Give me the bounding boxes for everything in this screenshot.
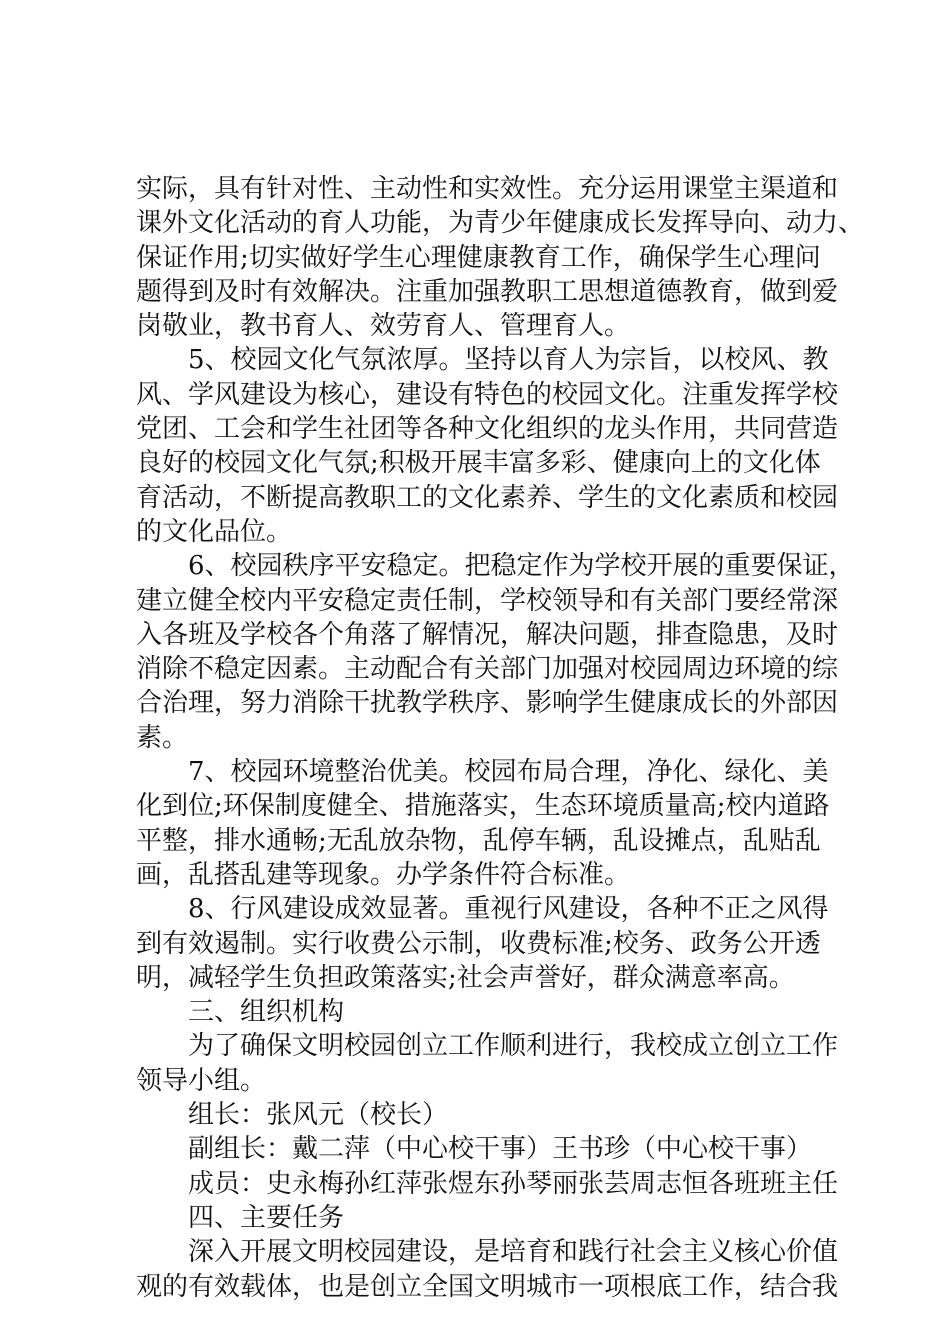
text-line: 三、组织机构 <box>188 997 345 1028</box>
text-line: 岗敬业，教书育人、效劳育人、管理育人。 <box>136 311 631 342</box>
text-line: 良好的校园文化气氛;积极开展丰富多彩、健康向上的文化体 <box>136 448 821 479</box>
text-line: 领导小组。 <box>136 1065 267 1096</box>
text-line: 的文化品位。 <box>136 516 293 547</box>
text-line: 入各班及学校各个角落了解情况，解决问题，排查隐患，及时 <box>136 619 839 650</box>
text-line: 明，减轻学生负担政策落实;社会声誉好，群众满意率高。 <box>136 962 795 993</box>
text-line: 平整，排水通畅;无乱放杂物，乱停车辆，乱设摊点，乱贴乱 <box>136 825 821 856</box>
text-line: 观的有效载体，也是创立全国文明城市一项根底工作，结合我 <box>136 1271 839 1302</box>
text-line: 课外文化活动的育人功能，为青少年健康成长发挥导向、动力、 <box>136 208 865 239</box>
text-line: 为了确保文明校园创立工作顺利进行，我校成立创立工作 <box>188 1031 839 1062</box>
text-line: 合治理，努力消除干扰教学秩序、影响学生健康成长的外部因 <box>136 688 839 719</box>
text-line: 题得到及时有效解决。注重加强教职工思想道德教育，做到爱 <box>136 276 839 307</box>
text-line: 党团、工会和学生社团等各种文化组织的龙头作用，共同营造 <box>136 414 839 445</box>
text-line: 实际，具有针对性、主动性和实效性。充分运用课堂主渠道和 <box>136 174 839 204</box>
text-line: 素。 <box>136 722 189 753</box>
text-line: 8、行风建设成效显著。重视行风建设，各种不正之风得 <box>188 894 829 925</box>
text-line: 6、校园秩序平安稳定。把稳定作为学校开展的重要保证， <box>188 551 855 582</box>
text-line: 到有效遏制。实行收费公示制，收费标准;校务、政务公开透 <box>136 928 821 959</box>
text-line: 副组长：戴二萍（中心校干事）王书珍（中心校干事） <box>188 1134 813 1165</box>
text-line: 育活动，不断提高教职工的文化素养、学生的文化素质和校园 <box>136 482 839 513</box>
text-line: 化到位;环保制度健全、措施落实，生态环境质量高;校内道路 <box>136 791 830 822</box>
document-body <box>136 172 865 1304</box>
text-line: 5、校园文化气氛浓厚。坚持以育人为宗旨，以校风、教 <box>188 345 829 376</box>
text-line: 保证作用;切实做好学生心理健康教育工作，确保学生心理问 <box>136 242 821 273</box>
text-line: 成员：史永梅孙红萍张煜东孙琴丽张芸周志恒各班班主任 <box>188 1168 839 1199</box>
text-line: 画，乱搭乱建等现象。办学条件符合标准。 <box>136 859 631 890</box>
text-line: 建立健全校内平安稳定责任制，学校领导和有关部门要经常深 <box>136 585 839 616</box>
text-line: 消除不稳定因素。主动配合有关部门加强对校园周边环境的综 <box>136 654 839 685</box>
text-line: 四、主要任务 <box>188 1202 345 1233</box>
text-line: 7、校园环境整治优美。校园布局合理，净化、绿化、美 <box>188 757 829 788</box>
text-line: 组长：张风元（校长） <box>188 1100 449 1131</box>
text-line: 风、学风建设为核心，建设有特色的校园文化。注重发挥学校 <box>136 379 839 410</box>
text-line: 深入开展文明校园建设，是培育和践行社会主义核心价值 <box>188 1237 839 1268</box>
